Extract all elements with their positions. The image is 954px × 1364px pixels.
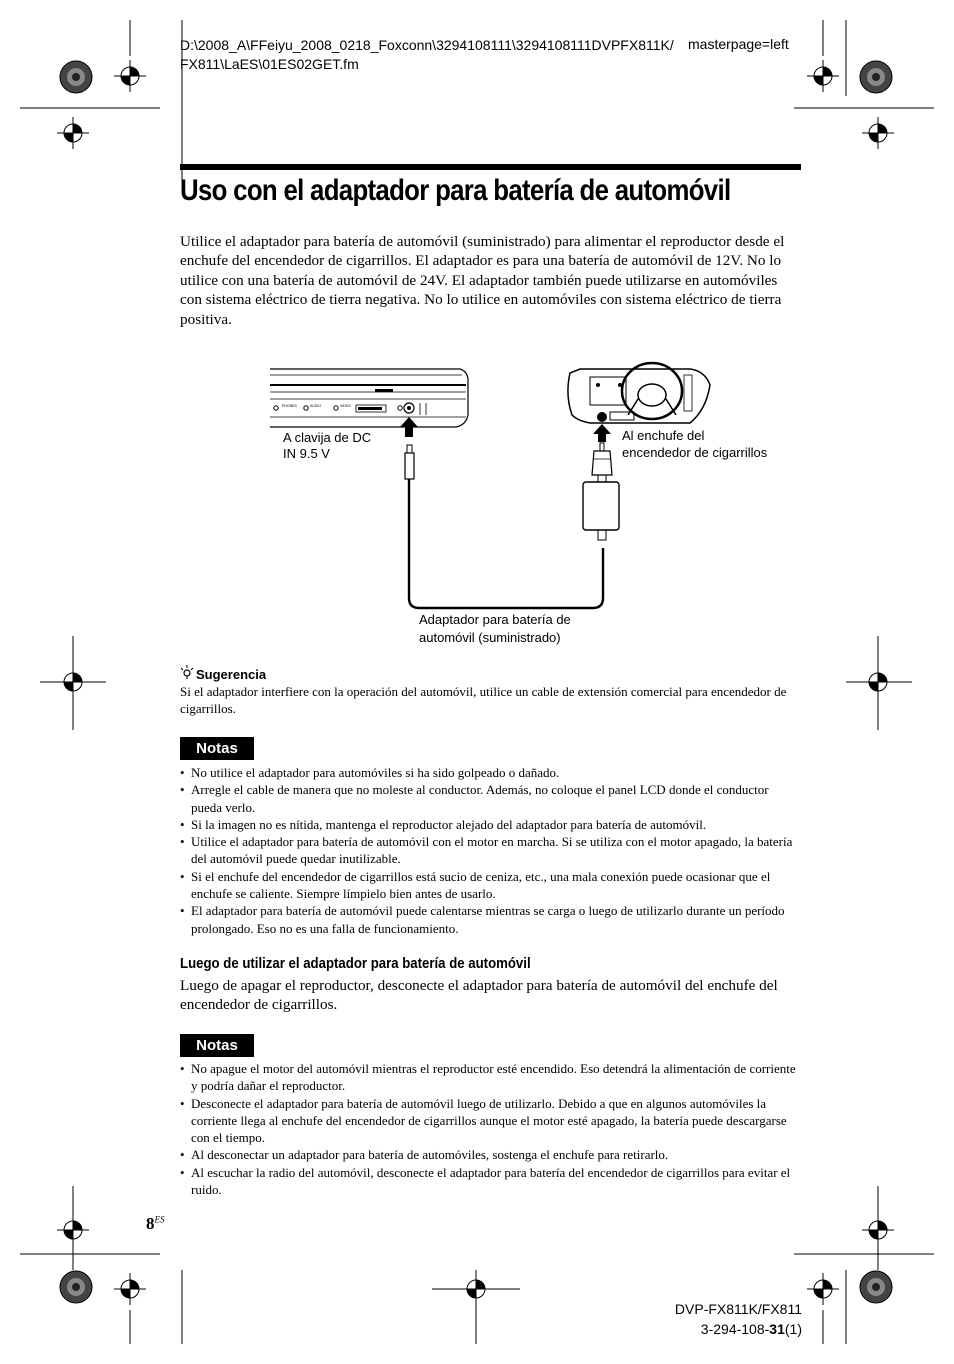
- list-item: • Arregle el cable de manera que no moleste al conductor. Además, no coloque el panel LCD donde el conductor pueda verlo.: [180, 781, 800, 816]
- star-target-icon: [860, 61, 892, 93]
- list-item: • Utilice el adaptador para batería de automóvil con el motor en marcha. Si se utiliza con el motor apagado, la batería del automóvil puede quedar inutilizable.: [180, 833, 800, 868]
- section-heading: Luego de utilizar el adaptador para batería de automóvil: [180, 955, 531, 972]
- file-path-line1: D:\2008_A\FFeiyu_2008_0218_Foxconn\3294108111\3294108111DVPFX811K/: [180, 37, 674, 53]
- label-lighter-line2: encendedor de cigarrillos: [622, 445, 768, 460]
- registration-mark-icon: [807, 1273, 839, 1305]
- list-item: • No apague el motor del automóvil mientras el reproductor esté encendido. Eso detendrá la alimentación de corriente y podría dañar el reproductor.: [180, 1060, 800, 1095]
- intro-paragraph: Utilice el adaptador para batería de automóvil (suministrado) para alimentar el reproductor desde el enchufe del encendedor de cigarrillos. El adaptador es para una batería de automóvil de 12V. No lo utilice con una batería de automóvil de 24V. El adaptador también puede utilizarse en automóviles con sistema eléctrico de tierra negativa. No lo utilice en automóviles con sistema eléctrico de tierra positiva.: [180, 233, 785, 328]
- list-item: • Al escuchar la radio del automóvil, desconecte el adaptador para batería del encendedor de cigarrillos para evitar el ruido.: [180, 1164, 800, 1199]
- footer-code-prefix: 3-294-108-: [700, 1321, 770, 1337]
- list-item: • Al desconectar un adaptador para batería de automóviles, sostenga el enchufe para retirarlo.: [180, 1146, 800, 1163]
- registration-mark-icon: [114, 1273, 146, 1305]
- label-adapter-line1: Adaptador para batería de: [419, 612, 571, 627]
- list-item: • Desconecte el adaptador para batería de automóvil luego de utilizarlo. Debido a que en algunos automóviles la corriente llega al enchufe del encendedor de cigarrillos aunque el motor esté apagado, la batería puede descargarse con el tiempo.: [180, 1095, 800, 1147]
- footer-code-suffix: (1): [784, 1321, 802, 1337]
- tip-text: Si el adaptador interfiere con la operación del automóvil, utilice un cable de extensión comercial para encendedor de cigarrillos.: [180, 684, 787, 716]
- svg-text:VIDEO: VIDEO: [340, 404, 351, 408]
- star-target-icon: [860, 1271, 892, 1303]
- registration-mark-icon: [57, 117, 89, 149]
- file-path-line2: FX811\LaES\01ES02GET.fm: [180, 56, 359, 72]
- page-language: ES: [154, 1214, 165, 1225]
- crop-lines: [20, 20, 934, 1344]
- star-target-icon: [60, 1271, 92, 1303]
- notes-badge-2: Notas: [180, 1034, 254, 1057]
- registration-mark-icon: [807, 60, 839, 92]
- section-paragraph: Luego de apagar el reproductor, desconecte el adaptador para batería de automóvil del enchufe del encendedor de cigarrillos.: [180, 977, 778, 1014]
- footer-model: DVP-FX811K/FX811: [674, 1301, 802, 1317]
- label-adapter-line2: automóvil (suministrado): [419, 630, 561, 645]
- list-item: • El adaptador para batería de automóvil puede calentarse mientras se carga o luego de utilizarlo durante un período prolongado. Eso no es una falla de funcionamiento.: [180, 902, 800, 937]
- star-target-icon: [60, 61, 92, 93]
- notes-badge-1: Notas: [180, 737, 254, 760]
- tip-heading-text: Sugerencia: [196, 667, 267, 682]
- label-dc-line1: A clavija de DC: [283, 430, 372, 445]
- svg-text:PHONES: PHONES: [282, 404, 297, 408]
- list-item: • Si el enchufe del encendedor de cigarrillos está sucio de ceniza, etc., una mala conexión puede ocasionar que el enchufe se caliente. Siempre límpielo bien antes de usarlo.: [180, 868, 800, 903]
- list-item: • No utilice el adaptador para automóviles si ha sido golpeado o dañado.: [180, 764, 800, 781]
- list-item: • Si la imagen no es nítida, mantenga el reproductor alejado del adaptador para batería de automóvil.: [180, 816, 800, 833]
- page-number-value: 8: [146, 1214, 155, 1233]
- registration-mark-icon: [114, 60, 146, 92]
- footer-code-bold: 31: [769, 1321, 785, 1337]
- label-lighter-line1: Al enchufe del: [622, 428, 705, 443]
- label-dc-line2: IN 9.5 V: [283, 446, 330, 461]
- master-page-label: masterpage=left: [688, 36, 789, 52]
- svg-text:AUDIO: AUDIO: [310, 404, 322, 408]
- registration-mark-icon: [862, 117, 894, 149]
- page-title: Uso con el adaptador para batería de automóvil: [180, 174, 731, 207]
